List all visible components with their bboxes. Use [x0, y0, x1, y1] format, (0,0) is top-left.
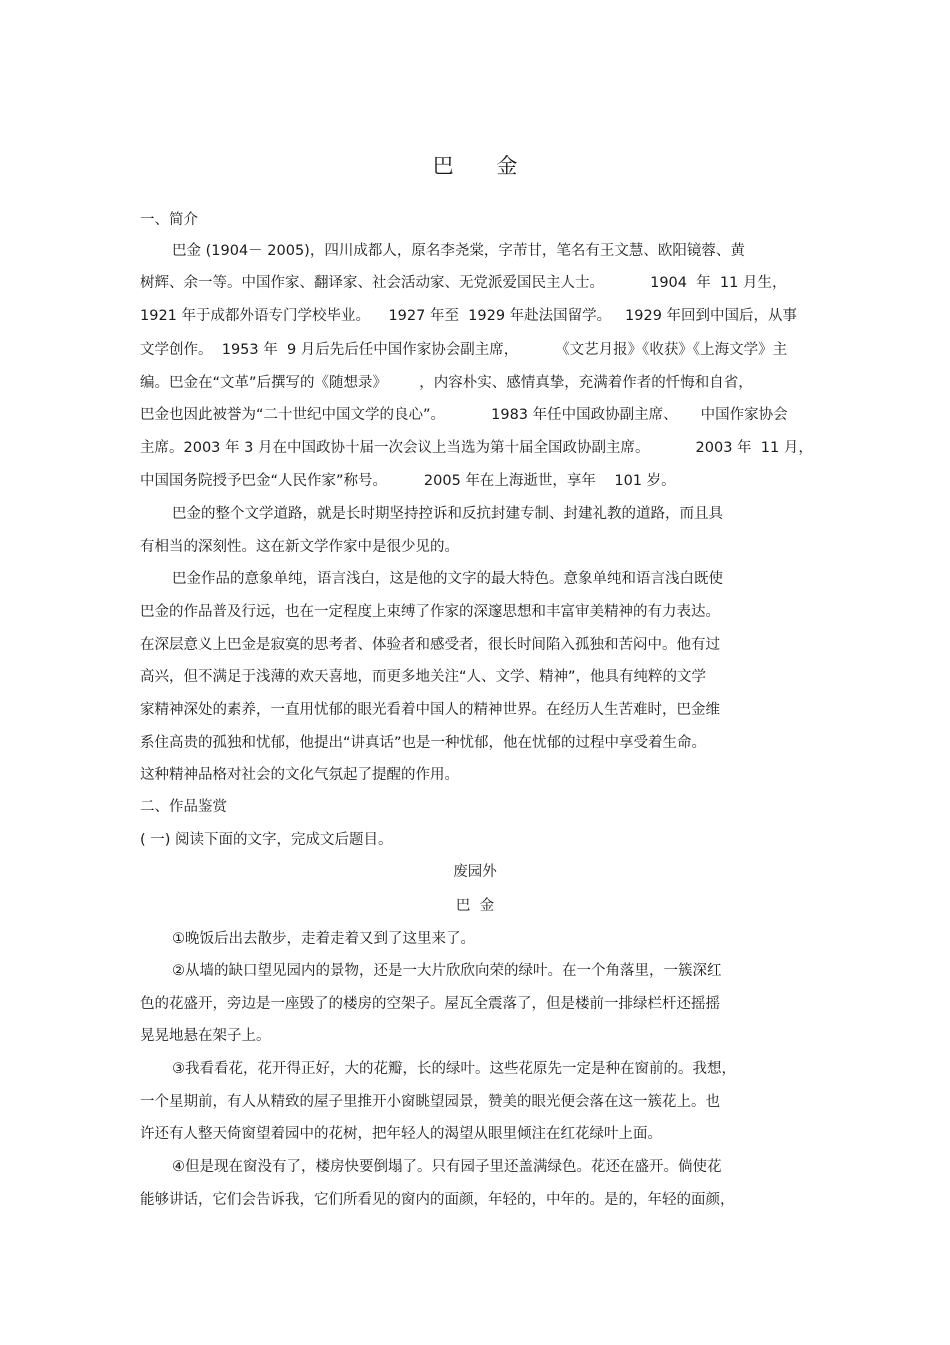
intro-line: 文学创作。 1953 年 9 月后先后任中国作家协会副主席， 《文艺月报》《收获》《上海文学》主 [140, 342, 788, 358]
essay-line: ④但是现在窗没有了，楼房快要倒塌了。只有园子里还盖满绿色。花还在盛开。倘使花 [172, 1159, 722, 1175]
essay-line: ②从墙的缺口望见园内的景物，还是一大片欣欣向荣的绿叶。在一个角落里，一簇深红 [172, 963, 722, 979]
essay-line: 一个星期前，有人从精致的屋子里推开小窗眺望园景，赞美的眼光便会落在这一簇花上。也 [140, 1094, 720, 1110]
paragraph-line: 系住高贵的孤独和忧郁，他提出“讲真话”也是一种忧郁，他在忧郁的过程中享受着生命。 [140, 735, 707, 751]
paragraph-line: 在深层意义上巴金是寂寞的思考者、体验者和感受者，很长时间陷入孤独和苦闷中。他有过 [140, 637, 720, 653]
paragraph-line: 巴金的作品普及行远，也在一定程度上束缚了作家的深邃思想和丰富审美精神的有力表达。 [140, 604, 720, 620]
essay-author: 巴 金 [455, 898, 495, 914]
intro-line: 中国国务院授予巴金“人民作家”称号。 2005 年在上海逝世，享年 101 岁。 [140, 473, 676, 489]
task-instruction: ( 一) 阅读下面的文字，完成文后题目。 [140, 832, 393, 848]
paragraph-line: 高兴，但不满足于浅薄的欢天喜地，而更多地关注“人、文学、精神”，他具有纯粹的文学 [140, 669, 707, 685]
essay-line: 晃晃地悬在架子上。 [140, 1028, 271, 1044]
intro-line: 主席。2003 年 3 月在中国政协十届一次会议上当选为第十届全国政协副主席。 2003 年 11 月， [140, 440, 813, 456]
essay-line: 能够讲话，它们会告诉我，它们所看见的窗内的面颜，年轻的，中年的。是的，年轻的面颜， [140, 1192, 735, 1208]
paragraph-line: 有相当的深刻性。这在新文学作家中是很少见的。 [140, 539, 459, 555]
essay-title: 废园外 [453, 864, 497, 880]
paragraph-line: 家精神深处的素养，一直用忧郁的眼光看着中国人的精神世界。在经历人生苦难时，巴金维 [140, 702, 720, 718]
section-heading-appreciation: 二、作品鉴赏 [140, 799, 227, 815]
intro-line: 巴金也因此被誉为“二十世纪中国文学的良心”。 1983 年任中国政协副主席、 中国作家协会 [140, 407, 788, 423]
paragraph-line: 这种精神品格对社会的文化气氛起了提醒的作用。 [140, 767, 459, 783]
intro-line: 编。巴金在“文革”后撰写的《随想录》 ，内容朴实、感情真挚，充满着作者的忏悔和自省， [140, 375, 753, 391]
paragraph-line: 巴金作品的意象单纯，语言浅白，这是他的文字的最大特色。意象单纯和语言浅白既使 [172, 571, 723, 587]
essay-line: ①晚饭后出去散步，走着走着又到了这里来了。 [172, 931, 475, 947]
essay-line: 许还有人整天倚窗望着园中的花树，把年轻人的渴望从眼里倾注在红花绿叶上面。 [140, 1126, 662, 1142]
intro-line: 巴金 (1904－ 2005)，四川成都人，原名李尧棠，字芾甘，笔名有王文慧、欧阳镜蓉、黄 [172, 243, 745, 259]
essay-line: ③我看看花，花开得正好，大的花瓣，长的绿叶。这些花原先一定是种在窗前的。我想， [172, 1061, 736, 1077]
intro-line: 树辉、余一等。中国作家、翻译家、社会活动家、无党派爱国民主人士。 1904 年 11 月生， [140, 275, 787, 291]
intro-line: 1921 年于成都外语专门学校毕业。 1927 年至 1929 年赴法国留学。 1929 年回到中国后，从事 [140, 308, 798, 324]
section-heading-intro: 一、简介 [140, 212, 198, 228]
paragraph-line: 巴金的整个文学道路，就是长时期坚持控诉和反抗封建专制、封建礼教的道路，而且具 [172, 506, 723, 522]
page-title: 巴 金 [432, 154, 536, 178]
essay-line: 色的花盛开，旁边是一座毁了的楼房的空架子。屋瓦全震落了，但是楼前一排绿栏杆还摇摇 [140, 996, 720, 1012]
